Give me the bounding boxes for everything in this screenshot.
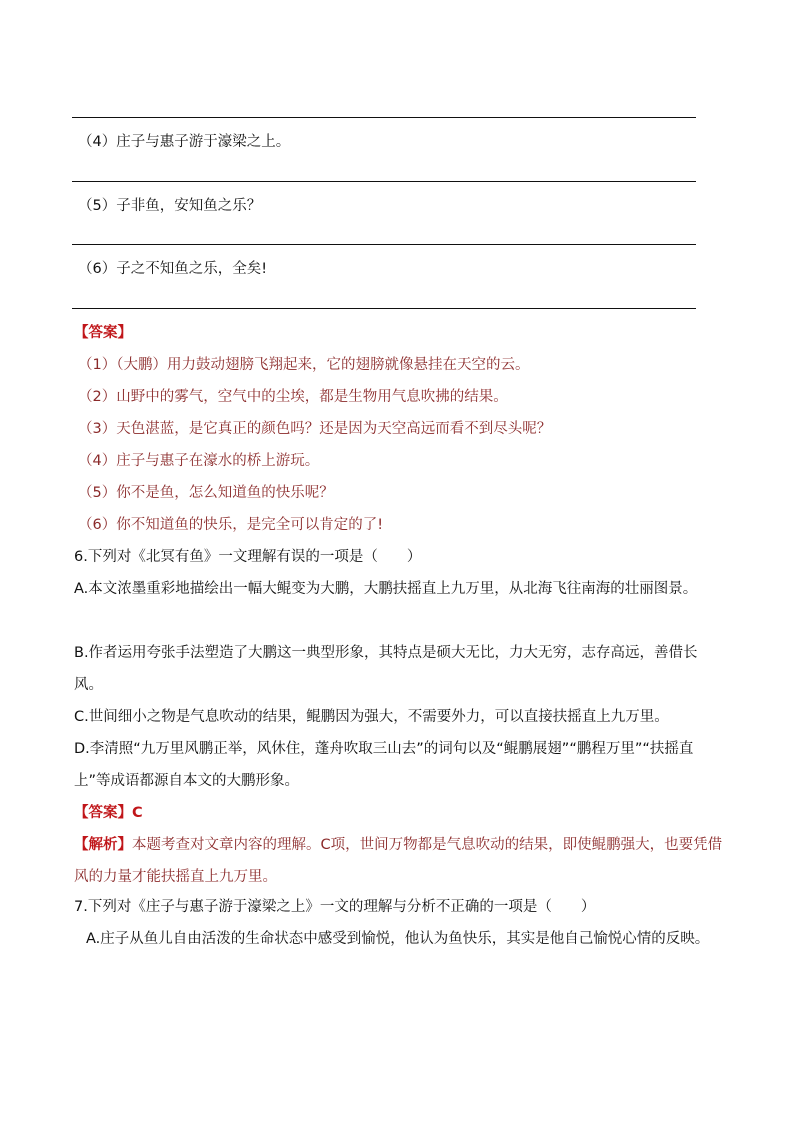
option-c: C.世间细小之物是气息吹动的结果，鲲鹏因为强大，不需要外力，可以直接扶摇直上九万里。 <box>74 709 669 725</box>
option-a: A.本文浓墨重彩地描绘出一幅大鲲变为大鹏，大鹏扶摇直上九万里，从北海飞往南海的壮丽图景。 <box>74 581 698 597</box>
answer-row <box>74 803 143 823</box>
question-item: （6）子之不知鱼之乐，全矣! <box>78 261 268 277</box>
question-item: （5）子非鱼，安知鱼之乐？ <box>78 198 262 214</box>
answer-item: （6）你不知道鱼的快乐，是完全可以肯定的了! <box>78 517 384 533</box>
answer-tag: 【答案】 <box>74 325 132 341</box>
answer-line <box>72 244 696 245</box>
option-b: B.作者运用夸张手法塑造了大鹏这一典型形象，其特点是硕大无比，力大无穷，志存高远，善借长风。 <box>74 645 698 693</box>
answer-item: （1）（大鹏）用力鼓动翅膀飞翔起来，它的翅膀就像悬挂在天空的云。 <box>78 357 530 373</box>
option-d: D.李清照“九万里风鹏正举，风休住，蓬舟吹取三山去”的词句以及“鲲鹏展翅”“鹏程万里”“扶摇直上”等成语都源自本文的大鹏形象。 <box>74 741 694 789</box>
question-stem: 7.下列对《庄子与惠子游于濠梁之上》一文的理解与分析不正确的一项是（ ） <box>74 899 596 915</box>
answer-tag: 【答案】 <box>74 805 132 821</box>
answer-line <box>72 308 696 309</box>
analysis-text: 本题考查对文章内容的理解。C项，世间万物都是气息吹动的结果，即使鲲鹏强大，也要凭借风的力量才能扶摇直上九万里。 <box>74 837 723 885</box>
answer-item: （2）山野中的雾气，空气中的尘埃，都是生物用气息吹拂的结果。 <box>78 389 508 405</box>
answer-line <box>72 181 696 182</box>
question-item: （4）庄子与惠子游于濠梁之上。 <box>78 134 291 150</box>
answer-value: C <box>132 805 143 821</box>
option-a: A.庄子从鱼儿自由活泼的生命状态中感受到愉悦，他认为鱼快乐，其实是他自己愉悦心情的反映。 <box>86 931 710 947</box>
analysis <box>74 829 724 893</box>
answer-item: （3）天色湛蓝，是它真正的颜色吗？还是因为天空高远而看不到尽头呢？ <box>78 421 552 437</box>
question-stem: 6.下列对《北冥有鱼》一文理解有误的一项是（ ） <box>74 549 422 565</box>
answer-item: （4）庄子与惠子在濠水的桥上游玩。 <box>78 453 320 469</box>
answer-item: （5）你不是鱼，怎么知道鱼的快乐呢？ <box>78 485 334 501</box>
answer-line <box>72 117 696 118</box>
analysis-tag: 【解析】 <box>74 837 132 853</box>
